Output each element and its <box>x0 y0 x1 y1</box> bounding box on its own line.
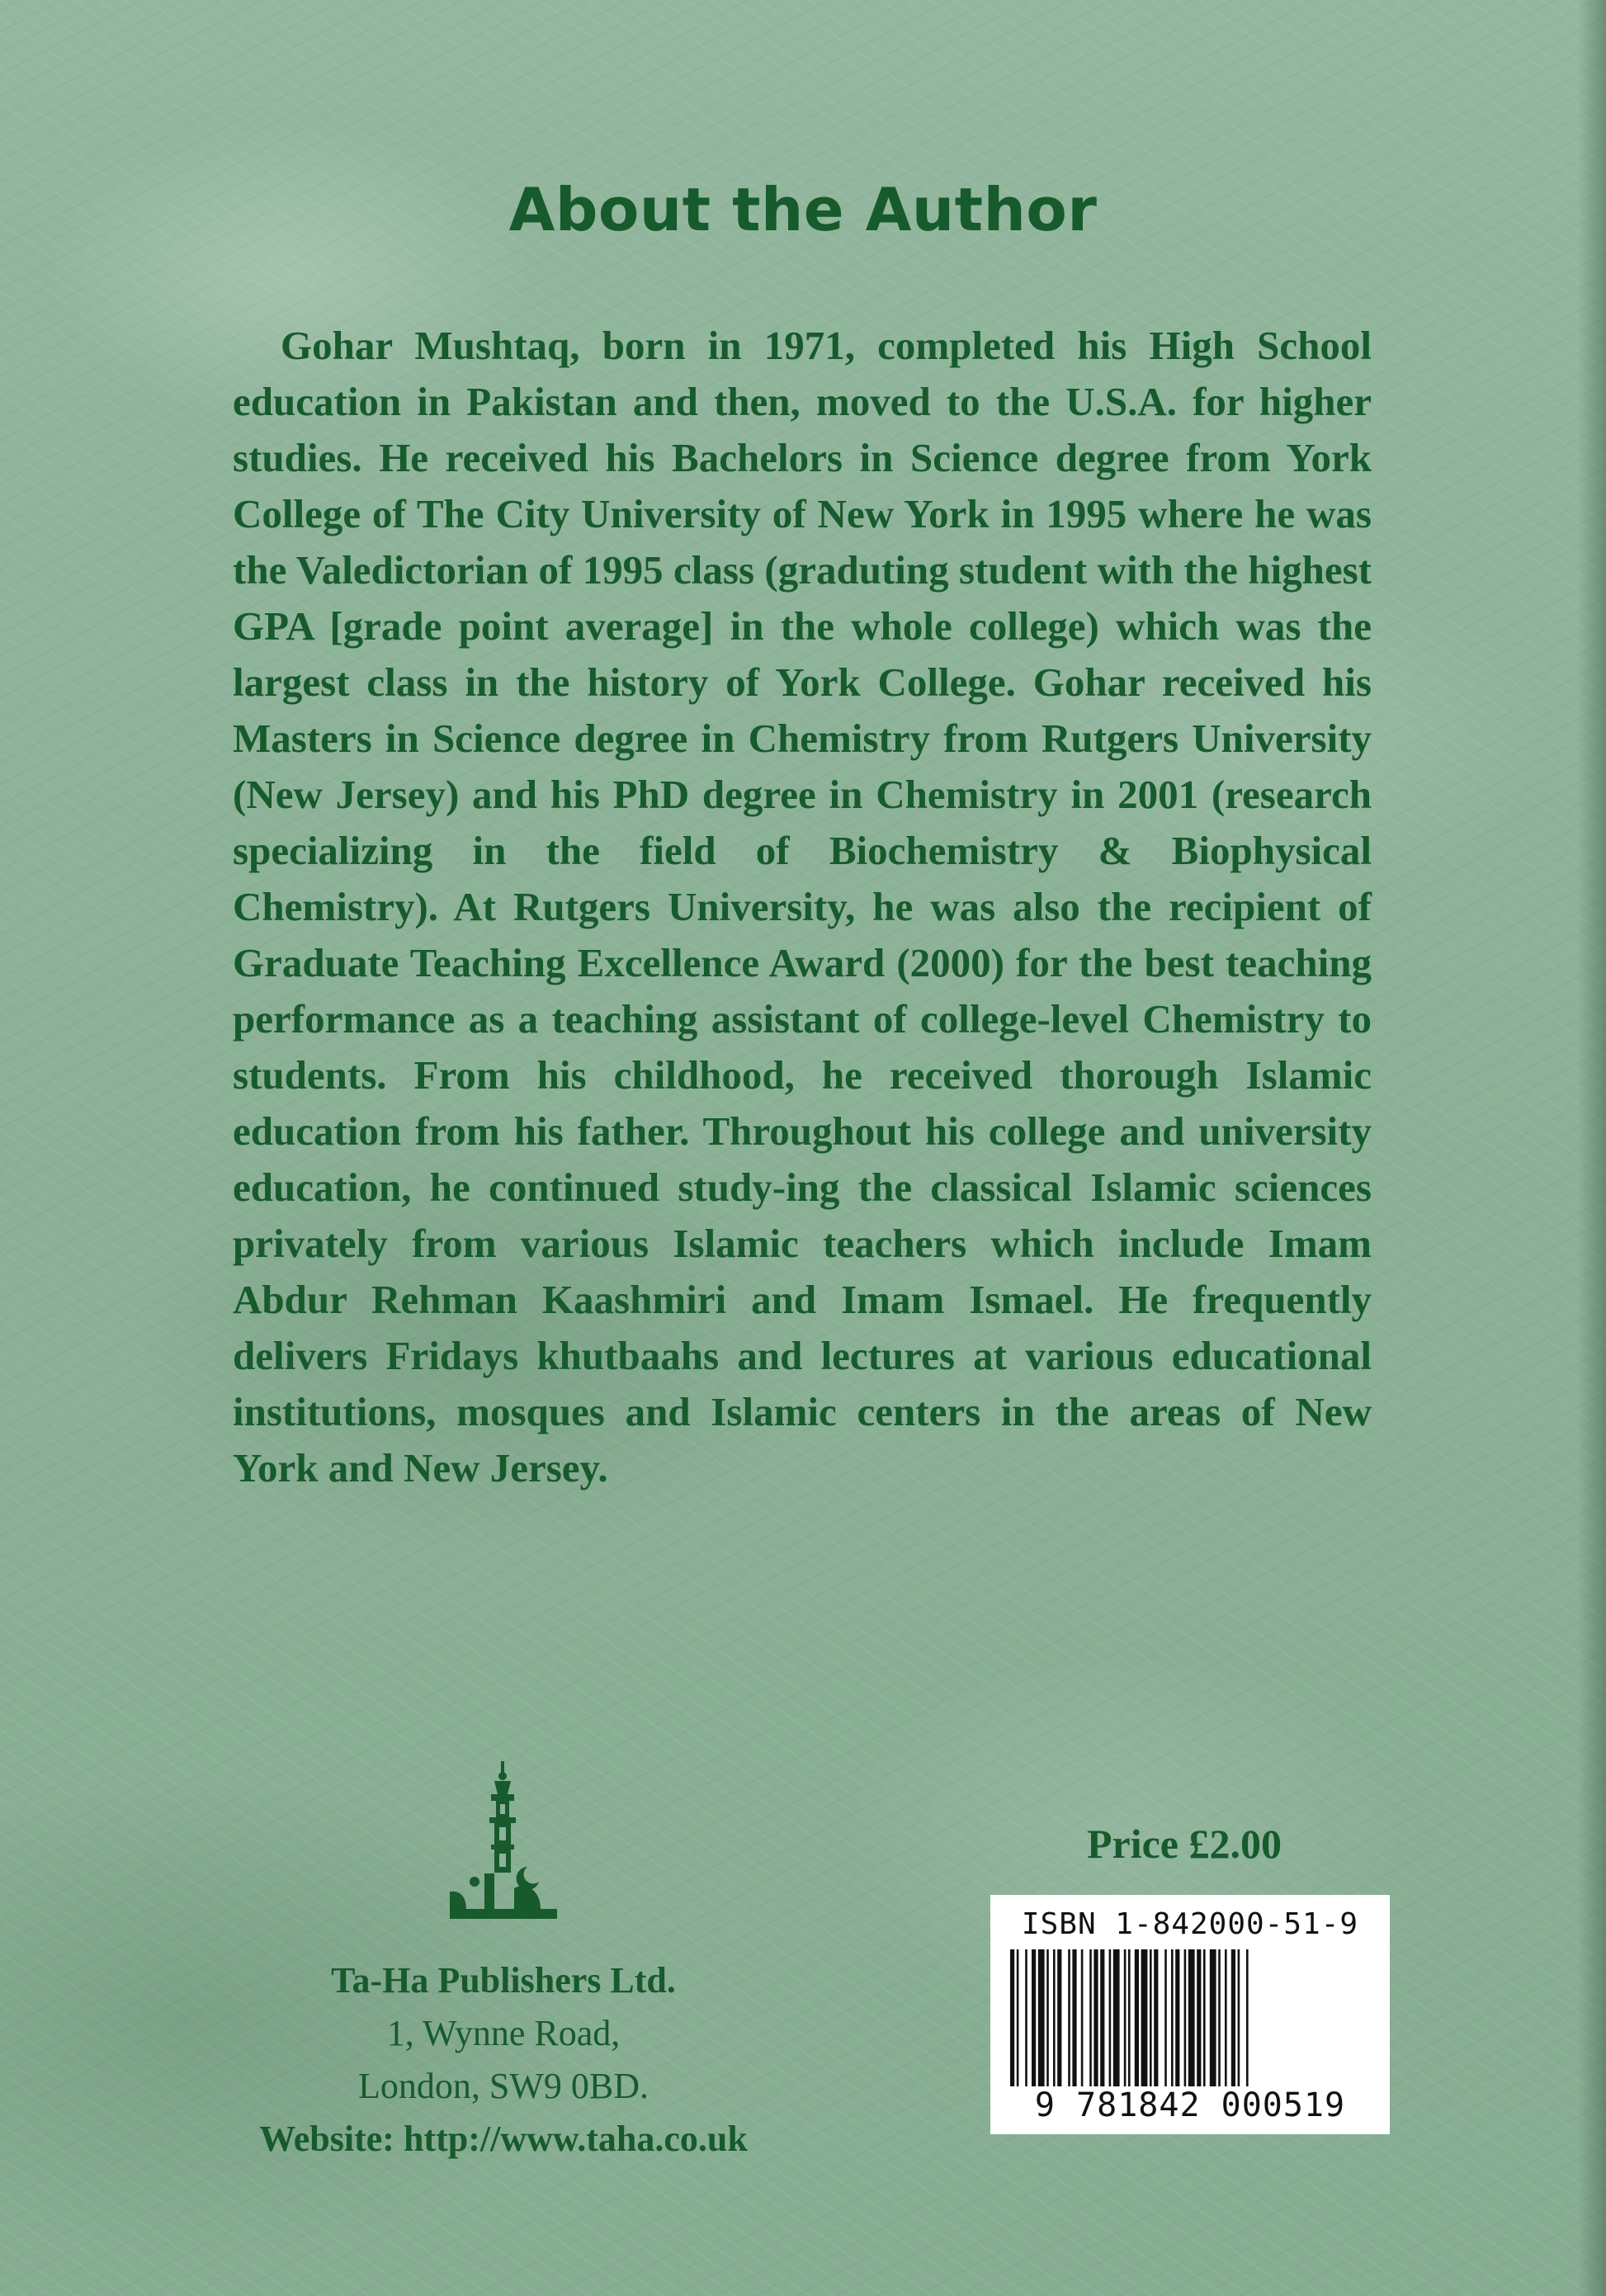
barcode-bar <box>1089 1949 1092 2086</box>
barcode-bar <box>1175 1949 1179 2086</box>
barcode-bar <box>1113 1949 1120 2086</box>
barcode-bar <box>1093 1949 1098 2086</box>
barcode-bar <box>1010 1949 1014 2086</box>
barcode-bar <box>1218 1949 1221 2086</box>
ean-digits: 9 781842 000519 <box>1034 2086 1346 2124</box>
barcode-label <box>990 1895 1390 2134</box>
publisher-name: Ta-Ha Publishers Ltd. <box>331 1960 676 2001</box>
barcode-bar <box>1068 1949 1070 2086</box>
barcode-bar <box>1141 1949 1148 2086</box>
barcode-bar <box>1184 1949 1187 2086</box>
author-biography: Gohar Mushtaq, born in 1971, completed his High School education in Pakistan and then, moved to the U.S.A. for higher studies. He received his Bachelors in Science degree from York College of The City University of New York in 1995 where he was the Valedictorian of 1995 class (graduting student with the highest GPA [grade point average] in the whole college) which was the largest class in the history of York College. Gohar received his Masters in Science degree in Chemistry from Rutgers University (New Jersey) and his PhD degree in Chemistry in 2001 (research specializing in the field of Biochemistry & Biophysical Chemistry). At Rutgers University, he was also the recipient of Graduate Teaching Excellence Award (2000) for the best teaching performance as a teaching assistant of college-level Chemistry to students. From his childhood, he received thorough Islamic education from his father. Throughout his college and university education, he continued study-ing the classical Islamic sciences privately from various Islamic teachers which include Imam Abdur Rehman Kaashmiri and Imam Ismael. He frequently delivers Fridays khutbaahs and lectures at various educational institutions, mosques and Islamic centers in the areas of New York and New Jersey. <box>233 323 1372 1491</box>
minaret-mosque-logo-icon <box>442 1758 565 1927</box>
barcode-bar <box>1038 1949 1045 2086</box>
barcode-bar <box>1057 1949 1061 2086</box>
barcode-bar <box>1246 1949 1249 2086</box>
publisher-address-line1: 1, Wynne Road, <box>386 2013 621 2053</box>
barcode-bar <box>1017 1949 1019 2086</box>
barcode-bar <box>1238 1949 1240 2086</box>
barcode-bar <box>1124 1949 1127 2086</box>
barcode-bar <box>1164 1949 1167 2086</box>
barcode-bar <box>1225 1949 1227 2086</box>
barcode-bar <box>1025 1949 1027 2086</box>
page-title: About the Author <box>508 175 1098 244</box>
barcode-bar <box>1109 1949 1112 2086</box>
isbn-number: ISBN 1-842000-51-9 <box>1021 1907 1359 1941</box>
barcode-bar <box>1081 1949 1084 2086</box>
barcode-bar <box>1128 1949 1131 2086</box>
publisher-info <box>198 1954 809 2166</box>
barcode-bar <box>1154 1949 1158 2086</box>
barcode-bar <box>1100 1949 1104 2086</box>
barcode-bar <box>1197 1949 1201 2086</box>
barcode-bar <box>1032 1949 1036 2086</box>
barcode-bar <box>1072 1949 1076 2086</box>
publisher-website: Website: http://www.taha.co.uk <box>259 2119 748 2159</box>
barcode-bar <box>1171 1949 1174 2086</box>
barcode-bar <box>1150 1949 1152 2086</box>
barcode-bar <box>1053 1949 1056 2086</box>
publisher-address-line2: London, SW9 0BD. <box>358 2066 649 2106</box>
barcode-bar <box>1188 1949 1195 2086</box>
spine-shadow <box>1578 0 1606 2296</box>
barcode-bar <box>1231 1949 1235 2086</box>
barcode-bar <box>1135 1949 1139 2086</box>
barcode-bar <box>1046 1949 1049 2086</box>
barcode-bar <box>1210 1949 1216 2086</box>
barcode-bar <box>1203 1949 1206 2086</box>
price-label: Price £2.00 <box>1086 1821 1282 1867</box>
barcode-icon <box>1005 1949 1375 2086</box>
